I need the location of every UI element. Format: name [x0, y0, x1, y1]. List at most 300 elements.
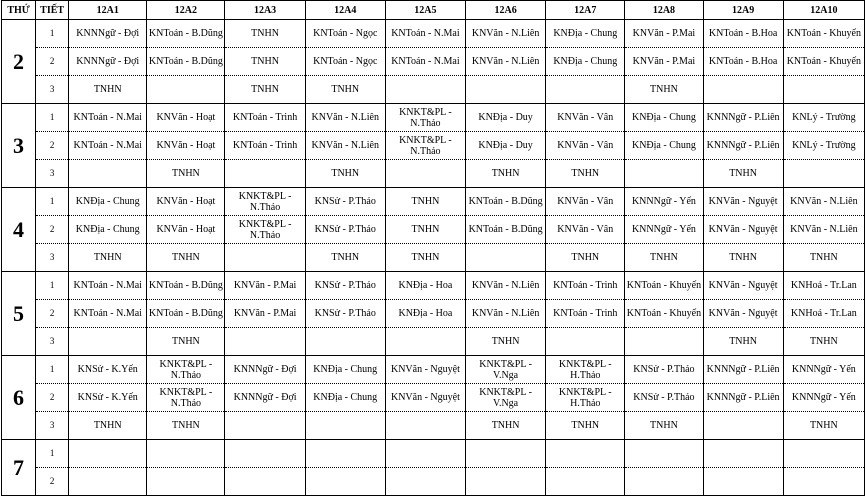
schedule-cell: [385, 300, 465, 328]
schedule-cell: [305, 20, 385, 48]
schedule-cell: [225, 216, 305, 244]
cell-text: KNKT&PL - N.Thảo: [159, 358, 213, 381]
cell-text: KNKT&PL - V.Nga: [479, 358, 532, 381]
cell-text: KNSử - K.Yến: [77, 392, 138, 403]
cell-text: TNHN: [172, 168, 200, 179]
schedule-cell: [546, 300, 625, 328]
day-label: 7: [2, 440, 36, 496]
cell-text: TNHN: [331, 252, 360, 263]
schedule-cell: [466, 188, 546, 216]
header-class: 12A7: [546, 1, 625, 20]
cell-text: KNToán - B.Dũng: [148, 280, 223, 291]
schedule-cell: [385, 244, 465, 272]
schedule-row: [2, 48, 865, 76]
cell-text: KNĐịa - Hoa: [398, 308, 453, 319]
cell-text: KNĐịa - Hoa: [398, 280, 453, 291]
cell-text: KNLý - Trường: [792, 112, 856, 123]
cell-text: KNVăn - Nguyệt: [708, 224, 778, 235]
schedule-cell: [385, 104, 465, 132]
cell-text: TNHN: [650, 252, 678, 263]
cell-text: KNKT&PL - N.Thảo: [238, 190, 292, 213]
header-day: THỨ: [2, 1, 36, 20]
schedule-cell: [305, 132, 385, 160]
period-label: 3: [36, 244, 69, 272]
cell-text: KNVăn - Hoạt: [156, 112, 216, 123]
schedule-cell: [466, 412, 546, 440]
schedule-cell: [783, 216, 864, 244]
cell-text: TNHN: [491, 168, 520, 179]
header-class: 12A1: [69, 1, 147, 20]
cell-text: KNVăn - Vân: [557, 224, 614, 235]
schedule-cell: [625, 440, 703, 468]
schedule-cell: [546, 328, 625, 356]
schedule-cell: [546, 412, 625, 440]
schedule-cell: [385, 20, 465, 48]
cell-text: KNVăn - N.Liên: [471, 308, 540, 319]
cell-text: KNNNgữ - P.Liên: [706, 392, 780, 403]
schedule-cell: [147, 440, 225, 468]
cell-text: TNHN: [93, 84, 122, 95]
schedule-cell: [305, 300, 385, 328]
cell-text: KNToán - N.Mai: [73, 140, 142, 151]
cell-text: KNVăn - P.Mai: [233, 308, 297, 319]
schedule-cell: [703, 300, 783, 328]
schedule-cell: [305, 272, 385, 300]
schedule-cell: [546, 244, 625, 272]
cell-text: KNĐịa - Duy: [478, 140, 533, 151]
schedule-row: [2, 188, 865, 216]
cell-text: KNVăn - N.Liên: [790, 224, 858, 235]
schedule-cell: [546, 20, 625, 48]
schedule-cell: [305, 48, 385, 76]
schedule-cell: [466, 160, 546, 188]
cell-text: TNHN: [411, 224, 440, 235]
schedule-cell: [69, 20, 147, 48]
cell-text: KNNNgữ - Đợi: [233, 392, 297, 403]
period-label: 2: [36, 468, 69, 496]
period-label: 1: [36, 272, 69, 300]
header-class: 12A6: [466, 1, 546, 20]
cell-text: KNToán - B.Dũng: [148, 28, 223, 39]
cell-text: KNVăn - N.Liên: [311, 112, 379, 123]
schedule-cell: [703, 468, 783, 496]
schedule-cell: [147, 216, 225, 244]
period-label: 1: [36, 440, 69, 468]
schedule-cell: [385, 412, 465, 440]
schedule-cell: [305, 440, 385, 468]
schedule-cell: [147, 132, 225, 160]
schedule-cell: [385, 356, 465, 384]
timetable-body: [2, 20, 865, 496]
cell-text: TNHN: [251, 56, 279, 67]
cell-text: KNNNgữ - P.Liên: [706, 364, 780, 375]
schedule-row: [2, 412, 865, 440]
day-label: 4: [2, 188, 36, 272]
schedule-cell: [225, 384, 305, 412]
schedule-cell: [703, 188, 783, 216]
cell-text: KNNNgữ - P.Liên: [706, 112, 780, 123]
schedule-cell: [625, 244, 703, 272]
schedule-cell: [625, 468, 703, 496]
schedule-row: [2, 104, 865, 132]
schedule-row: [2, 20, 865, 48]
schedule-cell: [625, 216, 703, 244]
schedule-cell: [783, 48, 864, 76]
schedule-row: [2, 132, 865, 160]
cell-text: KNToán - Trinh: [553, 308, 618, 319]
schedule-cell: [466, 20, 546, 48]
cell-text: TNHN: [251, 28, 279, 39]
schedule-cell: [546, 272, 625, 300]
schedule-cell: [703, 440, 783, 468]
schedule-cell: [466, 48, 546, 76]
schedule-cell: [466, 384, 546, 412]
schedule-cell: [225, 132, 305, 160]
schedule-cell: [225, 160, 305, 188]
schedule-cell: [783, 244, 864, 272]
cell-text: KNĐịa - Chung: [313, 364, 378, 375]
cell-text: KNVăn - Hoạt: [156, 140, 216, 151]
schedule-cell: [147, 272, 225, 300]
cell-text: KNKT&PL - N.Thảo: [399, 106, 452, 129]
cell-text: KNKT&PL - H.Thảo: [558, 386, 612, 409]
schedule-cell: [546, 468, 625, 496]
cell-text: TNHN: [251, 84, 279, 95]
cell-text: KNHoá - Tr.Lan: [790, 280, 857, 291]
header-class: 12A2: [147, 1, 225, 20]
schedule-cell: [69, 328, 147, 356]
schedule-cell: [385, 160, 465, 188]
cell-text: KNToán - B.Dũng: [468, 224, 543, 235]
cell-text: KNToán - Ngọc: [313, 56, 378, 67]
schedule-cell: [305, 356, 385, 384]
schedule-cell: [783, 104, 864, 132]
cell-text: KNVăn - Nguyệt: [708, 196, 778, 207]
schedule-cell: [546, 188, 625, 216]
schedule-cell: [69, 132, 147, 160]
header-class: 12A8: [625, 1, 703, 20]
cell-text: KNVăn - N.Liên: [311, 140, 379, 151]
cell-text: KNToán - N.Mai: [73, 308, 142, 319]
cell-text: KNSử - P.Thảo: [314, 196, 376, 207]
schedule-cell: [625, 412, 703, 440]
cell-text: KNNNgữ - Yến: [791, 364, 856, 375]
schedule-cell: [305, 188, 385, 216]
cell-text: KNToán - B.Dũng: [148, 308, 223, 319]
schedule-cell: [225, 300, 305, 328]
cell-text: KNNNgữ - Đợi: [233, 364, 297, 375]
schedule-cell: [69, 412, 147, 440]
schedule-cell: [147, 48, 225, 76]
cell-text: KNToán - B.Dũng: [468, 196, 543, 207]
schedule-cell: [69, 76, 147, 104]
cell-text: KNĐịa - Duy: [478, 112, 533, 123]
cell-text: TNHN: [411, 196, 440, 207]
schedule-cell: [225, 440, 305, 468]
schedule-cell: [783, 328, 864, 356]
header-class: 12A10: [783, 1, 864, 20]
cell-text: TNHN: [571, 252, 600, 263]
period-label: 1: [36, 20, 69, 48]
schedule-cell: [147, 384, 225, 412]
schedule-cell: [225, 328, 305, 356]
cell-text: KNSử - P.Thảo: [314, 280, 376, 291]
schedule-cell: [385, 76, 465, 104]
schedule-cell: [625, 384, 703, 412]
schedule-cell: [305, 412, 385, 440]
cell-text: KNĐịa - Chung: [553, 28, 618, 39]
cell-text: TNHN: [729, 168, 757, 179]
schedule-cell: [546, 384, 625, 412]
cell-text: KNVăn - Hoạt: [156, 224, 216, 235]
schedule-cell: [703, 76, 783, 104]
schedule-cell: [625, 300, 703, 328]
schedule-cell: [385, 132, 465, 160]
schedule-cell: [546, 160, 625, 188]
day-label: 6: [2, 356, 36, 440]
cell-text: KNNNgữ - Đợi: [76, 28, 140, 39]
schedule-cell: [703, 160, 783, 188]
cell-text: TNHN: [93, 252, 122, 263]
cell-text: KNKT&PL - N.Thảo: [238, 218, 292, 241]
cell-text: KNVăn - Nguyệt: [708, 280, 778, 291]
schedule-cell: [625, 76, 703, 104]
schedule-cell: [625, 356, 703, 384]
schedule-cell: [147, 20, 225, 48]
cell-text: KNNNgữ - Yến: [631, 224, 696, 235]
header-class: 12A4: [305, 1, 385, 20]
schedule-cell: [69, 104, 147, 132]
cell-text: KNĐịa - Chung: [631, 112, 696, 123]
cell-text: KNVăn - N.Liên: [471, 28, 540, 39]
schedule-cell: [783, 132, 864, 160]
period-label: 2: [36, 300, 69, 328]
cell-text: KNĐịa - Chung: [75, 224, 140, 235]
cell-text: KNVăn - Vân: [557, 196, 614, 207]
header-row: [2, 1, 865, 20]
cell-text: KNĐịa - Chung: [75, 196, 140, 207]
cell-text: KNSử - P.Thảo: [633, 364, 695, 375]
period-label: 2: [36, 132, 69, 160]
schedule-cell: [225, 412, 305, 440]
schedule-cell: [225, 76, 305, 104]
schedule-cell: [147, 356, 225, 384]
schedule-cell: [385, 384, 465, 412]
schedule-cell: [69, 188, 147, 216]
cell-text: TNHN: [809, 420, 838, 431]
day-label: 5: [2, 272, 36, 356]
schedule-cell: [147, 300, 225, 328]
schedule-cell: [305, 76, 385, 104]
header-class: 12A3: [225, 1, 305, 20]
period-label: 2: [36, 384, 69, 412]
schedule-cell: [546, 216, 625, 244]
schedule-cell: [783, 272, 864, 300]
cell-text: KNToán - N.Mai: [73, 280, 142, 291]
schedule-cell: [385, 188, 465, 216]
cell-text: KNVăn - Vân: [557, 112, 614, 123]
schedule-cell: [69, 244, 147, 272]
schedule-row: [2, 244, 865, 272]
schedule-cell: [703, 384, 783, 412]
schedule-cell: [225, 20, 305, 48]
cell-text: KNToán - Trinh: [232, 112, 298, 123]
cell-text: KNToán - Khuyến: [626, 280, 702, 291]
cell-text: TNHN: [650, 420, 678, 431]
cell-text: TNHN: [93, 420, 122, 431]
schedule-cell: [783, 356, 864, 384]
schedule-cell: [466, 440, 546, 468]
cell-text: KNĐịa - Chung: [631, 140, 696, 151]
cell-text: TNHN: [491, 336, 520, 347]
period-label: 3: [36, 160, 69, 188]
schedule-cell: [783, 412, 864, 440]
schedule-cell: [783, 20, 864, 48]
cell-text: TNHN: [172, 252, 200, 263]
period-label: 1: [36, 356, 69, 384]
schedule-row: [2, 216, 865, 244]
schedule-cell: [546, 76, 625, 104]
schedule-cell: [625, 104, 703, 132]
cell-text: KNVăn - N.Liên: [471, 56, 540, 67]
schedule-cell: [466, 132, 546, 160]
period-label: 1: [36, 104, 69, 132]
cell-text: KNSử - P.Thảo: [633, 392, 695, 403]
schedule-cell: [625, 20, 703, 48]
cell-text: KNVăn - Nguyệt: [708, 308, 778, 319]
cell-text: KNToán - Trinh: [553, 280, 618, 291]
schedule-row: [2, 356, 865, 384]
period-label: 3: [36, 328, 69, 356]
cell-text: KNĐịa - Chung: [313, 392, 378, 403]
cell-text: KNHoá - Tr.Lan: [790, 308, 857, 319]
header-class: 12A9: [703, 1, 783, 20]
schedule-cell: [546, 132, 625, 160]
period-label: 2: [36, 216, 69, 244]
schedule-cell: [546, 356, 625, 384]
schedule-cell: [147, 468, 225, 496]
period-label: 3: [36, 412, 69, 440]
schedule-cell: [625, 160, 703, 188]
cell-text: TNHN: [809, 252, 838, 263]
schedule-cell: [305, 384, 385, 412]
cell-text: KNVăn - P.Mai: [632, 28, 696, 39]
schedule-cell: [385, 468, 465, 496]
schedule-cell: [625, 328, 703, 356]
schedule-cell: [783, 468, 864, 496]
schedule-cell: [305, 244, 385, 272]
schedule-cell: [225, 48, 305, 76]
cell-text: KNToán - Khuyến: [786, 56, 861, 67]
schedule-cell: [305, 468, 385, 496]
schedule-cell: [69, 300, 147, 328]
schedule-cell: [703, 412, 783, 440]
schedule-cell: [783, 76, 864, 104]
schedule-cell: [69, 272, 147, 300]
cell-text: KNToán - Khuyến: [626, 308, 702, 319]
schedule-row: [2, 76, 865, 104]
cell-text: TNHN: [650, 84, 678, 95]
schedule-cell: [147, 244, 225, 272]
cell-text: KNVăn - N.Liên: [790, 196, 858, 207]
schedule-cell: [703, 328, 783, 356]
cell-text: KNToán - N.Mai: [73, 112, 142, 123]
cell-text: KNNNgữ - P.Liên: [706, 140, 780, 151]
cell-text: TNHN: [571, 420, 600, 431]
cell-text: TNHN: [809, 336, 838, 347]
schedule-cell: [305, 104, 385, 132]
cell-text: TNHN: [491, 420, 520, 431]
cell-text: KNNNgữ - Yến: [631, 196, 696, 207]
schedule-cell: [466, 328, 546, 356]
cell-text: KNVăn - Vân: [557, 140, 614, 151]
schedule-cell: [466, 216, 546, 244]
schedule-cell: [783, 188, 864, 216]
cell-text: KNToán - N.Mai: [391, 56, 460, 67]
cell-text: KNKT&PL - N.Thảo: [159, 386, 213, 409]
cell-text: TNHN: [571, 168, 600, 179]
schedule-cell: [69, 216, 147, 244]
schedule-cell: [225, 272, 305, 300]
schedule-cell: [147, 188, 225, 216]
schedule-cell: [466, 356, 546, 384]
schedule-cell: [305, 328, 385, 356]
schedule-cell: [466, 76, 546, 104]
schedule-cell: [385, 440, 465, 468]
schedule-row: [2, 300, 865, 328]
cell-text: KNNNgữ - Yến: [791, 392, 856, 403]
cell-text: KNSử - K.Yến: [77, 364, 138, 375]
schedule-cell: [783, 300, 864, 328]
schedule-cell: [625, 132, 703, 160]
schedule-row: [2, 272, 865, 300]
cell-text: KNVăn - N.Liên: [471, 280, 540, 291]
schedule-cell: [147, 412, 225, 440]
schedule-cell: [225, 468, 305, 496]
cell-text: KNVăn - P.Mai: [632, 56, 696, 67]
cell-text: KNToán - B.Hoa: [708, 56, 778, 67]
cell-text: KNNNgữ - Đợi: [76, 56, 140, 67]
cell-text: KNVăn - Nguyệt: [390, 392, 460, 403]
schedule-cell: [546, 48, 625, 76]
schedule-row: [2, 440, 865, 468]
period-label: 2: [36, 48, 69, 76]
cell-text: TNHN: [172, 336, 200, 347]
day-label: 2: [2, 20, 36, 104]
cell-text: KNSử - P.Thảo: [314, 308, 376, 319]
schedule-cell: [69, 384, 147, 412]
schedule-row: [2, 384, 865, 412]
schedule-cell: [385, 216, 465, 244]
schedule-cell: [625, 272, 703, 300]
schedule-cell: [305, 216, 385, 244]
cell-text: TNHN: [172, 420, 200, 431]
schedule-cell: [225, 188, 305, 216]
schedule-cell: [69, 160, 147, 188]
header-period: TIẾT: [36, 1, 69, 20]
cell-text: KNKT&PL - N.Thảo: [399, 134, 452, 157]
schedule-cell: [466, 272, 546, 300]
cell-text: KNVăn - Nguyệt: [390, 364, 460, 375]
schedule-cell: [783, 440, 864, 468]
cell-text: KNToán - N.Mai: [391, 28, 460, 39]
schedule-cell: [225, 356, 305, 384]
schedule-cell: [385, 328, 465, 356]
period-label: 3: [36, 76, 69, 104]
cell-text: TNHN: [729, 252, 757, 263]
cell-text: KNSử - P.Thảo: [314, 224, 376, 235]
cell-text: KNĐịa - Chung: [553, 56, 618, 67]
